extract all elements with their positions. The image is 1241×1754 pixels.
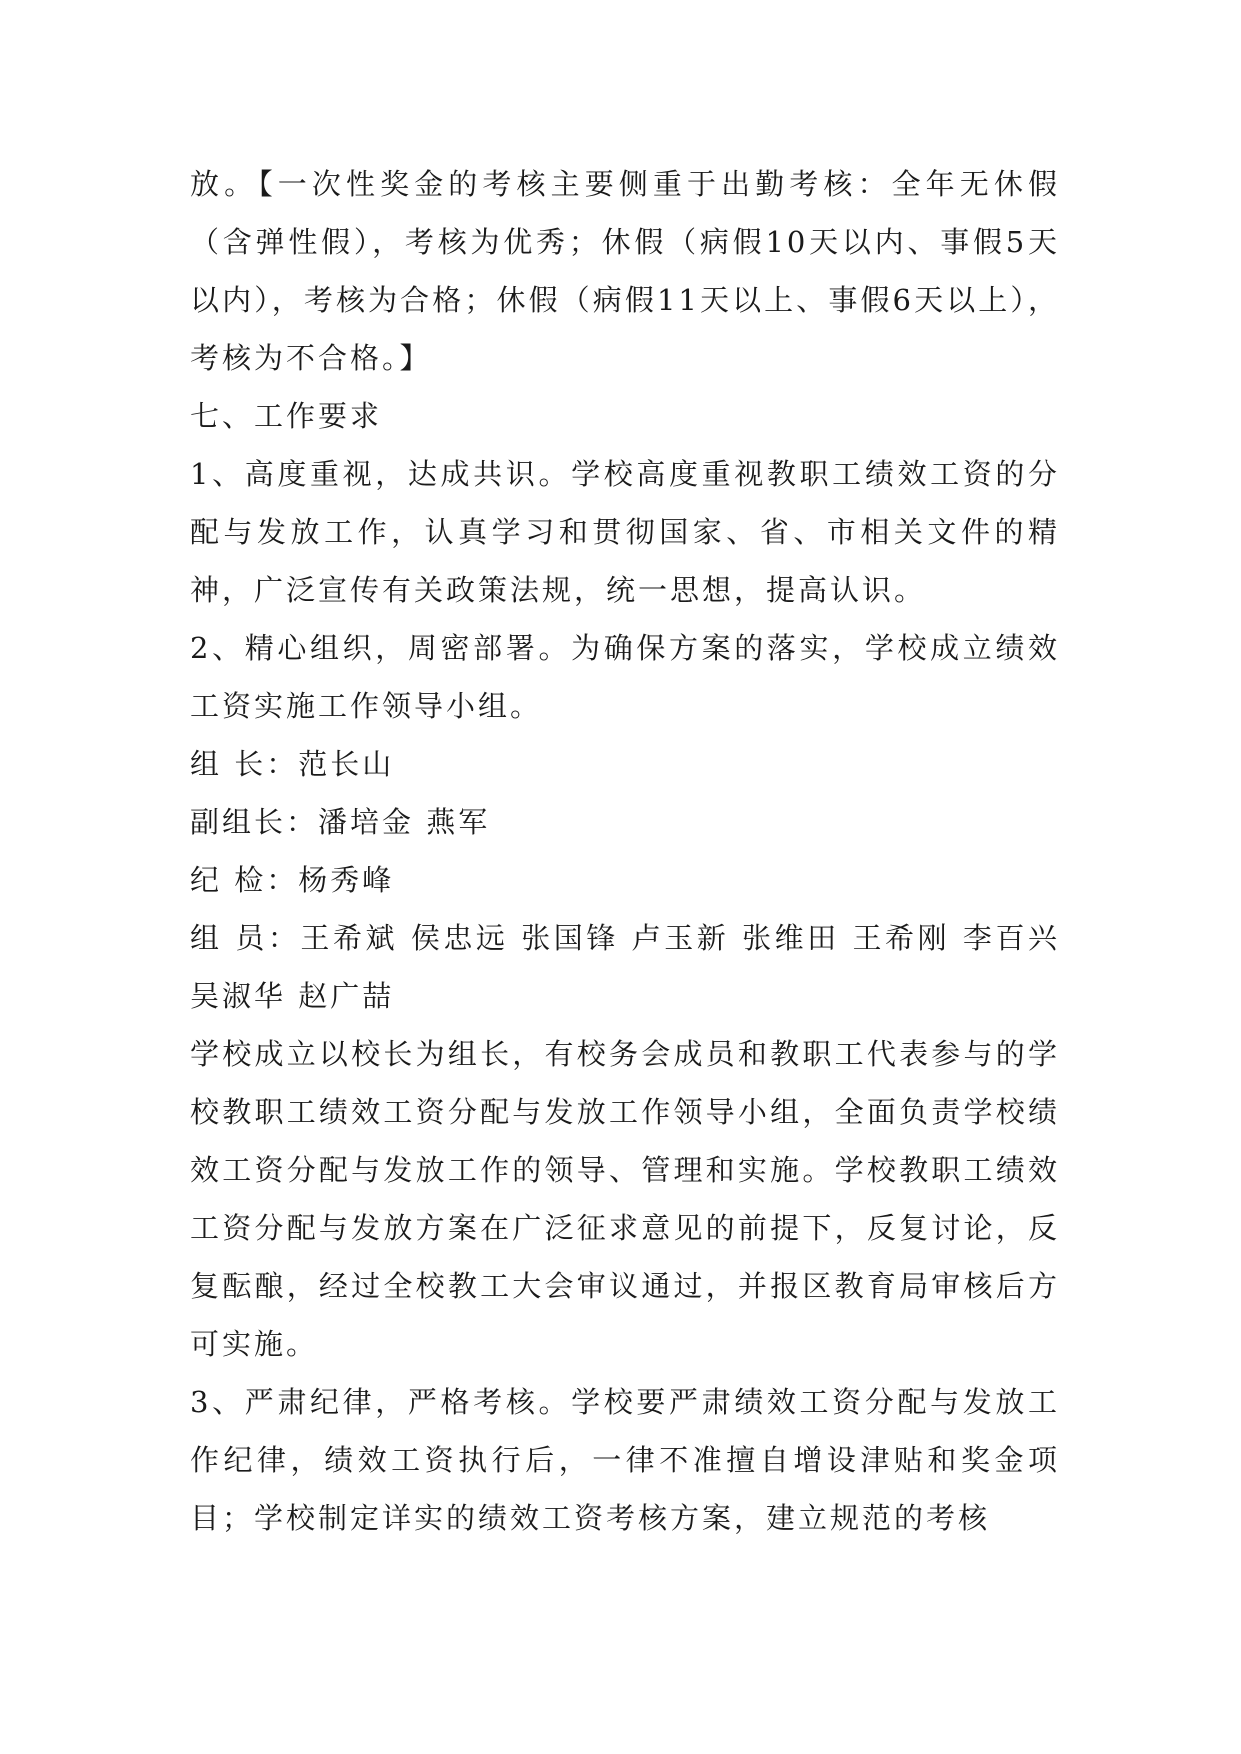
paragraph-requirement-1: 1、高度重视，达成共识。学校高度重视教职工绩效工资的分配与发放工作，认真学习和贯彻国家、省、市相关文件的精神，广泛宣传有关政策法规，统一思想，提高认识。 — [190, 457, 1060, 607]
document-body — [190, 155, 1060, 1547]
team-leader-line: 组 长：范长山 — [190, 747, 395, 781]
discipline-inspector-line: 纪 检：杨秀峰 — [190, 863, 395, 897]
paragraph-leadership-group: 学校成立以校长为组长，有校务会成员和教职工代表参与的学校教职工绩效工资分配与发放工作领导小组，全面负责学校绩效工资分配与发放工作的领导、管理和实施。学校教职工绩效工资分配与发放方案在广泛征求意见的前提下，反复讨论，反复酝酿，经过全校教工大会审议通过，并报区教育局审核后方可实施。 — [190, 1037, 1060, 1361]
team-members-line: 组 员：王希斌 侯忠远 张国锋 卢玉新 张维田 王希刚 李百兴 吴淑华 赵广喆 — [190, 921, 1060, 1013]
paragraph-requirement-3: 3、严肃纪律，严格考核。学校要严肃绩效工资分配与发放工作纪律，绩效工资执行后，一律不准擅自增设津贴和奖金项目；学校制定详实的绩效工资考核方案，建立规范的考核 — [190, 1385, 1060, 1535]
deputy-leader-line: 副组长：潘培金 燕军 — [190, 805, 491, 839]
paragraph-requirement-2: 2、精心组织，周密部署。为确保方案的落实，学校成立绩效工资实施工作领导小组。 — [190, 631, 1060, 723]
section-heading-work-requirements: 七、工作要求 — [190, 399, 383, 433]
paragraph-attendance-bonus: 放。【一次性奖金的考核主要侧重于出勤考核：全年无休假（含弹性假），考核为优秀；休假（病假10天以内、事假5天以内），考核为合格；休假（病假11天以上、事假6天以上），考核为不合格。】 — [190, 167, 1060, 375]
